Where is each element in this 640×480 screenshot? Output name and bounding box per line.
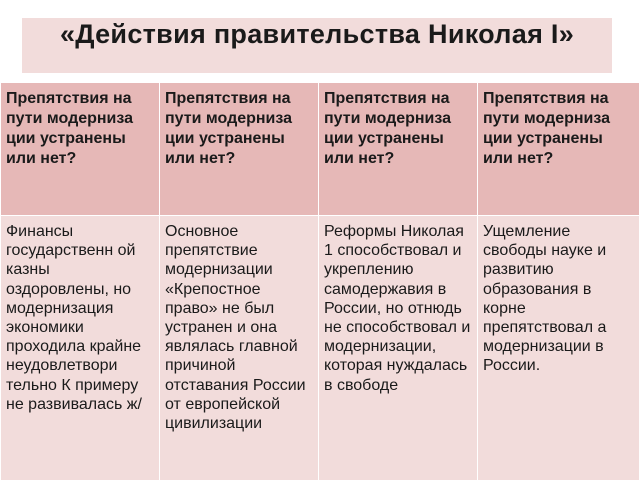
table-body-cell-4: Ущемление свободы науке и развитию образования в корне препятствовал а модернизации в России.: [477, 215, 640, 480]
table-header-cell-1: Препятствия на пути модерниза ции устранены или нет?: [0, 82, 160, 216]
slide-title: «Действия правительства Николая I»: [22, 18, 612, 73]
comparison-table: [0, 82, 640, 480]
table-header-cell-3: Препятствия на пути модерниза ции устранены или нет?: [318, 82, 478, 216]
table-body-cell-1: Финансы государственн ой казны оздоровлены, но модернизация экономики проходила крайне неудовлетвори тельно К примеру не развивалась ж/: [0, 215, 160, 480]
table-body-cell-3: Реформы Николая 1 способствовал и укреплению самодержавия в России, но отнюдь не способствовал и модернизации, которая нуждалась в свободе: [318, 215, 478, 480]
table-header-cell-2: Препятствия на пути модерниза ции устранены или нет?: [159, 82, 320, 216]
table-body-cell-2: Основное препятствие модернизации «Крепостное право» не был устранен и она являлась главной причиной отставания России от европейской цивилизации: [159, 215, 320, 480]
table-header-cell-4: Препятствия на пути модерниза ции устранены или нет?: [477, 82, 640, 216]
